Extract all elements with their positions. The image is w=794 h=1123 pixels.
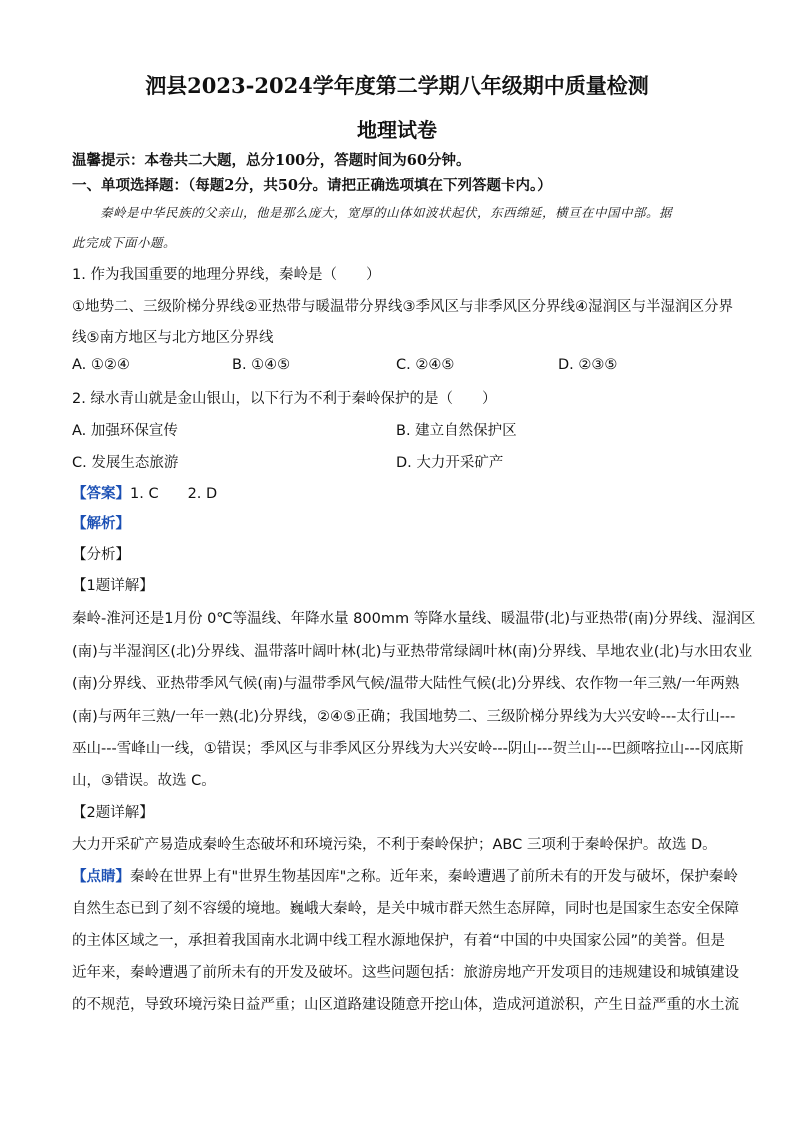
dianjing-line-2: 自然生态已到了刻不容缓的境地。巍峨大秦岭，是关中城市群天然生态屏障，同时也是国家生态安全保障 <box>72 901 739 917</box>
q2-option-a: A. 加强环保宣传 <box>72 423 178 439</box>
q1-option-a: A. ①②④ <box>72 357 130 373</box>
detail1-line-2: (南)与半湿润区(北)分界线、温带落叶阔叶林(北)与亚热带常绿阔叶林(南)分界线、旱地农业(北)与水田农业 <box>72 644 753 660</box>
section-heading: 一、单项选择题：（每题2分，共50分。请把正确选项填在下列答题卡内。） <box>72 177 552 194</box>
q2-option-c: C. 发展生态旅游 <box>72 455 179 471</box>
q2-stem: 2. 绿水青山就是金山银山，以下行为不利于秦岭保护的是（ ） <box>72 391 497 407</box>
dianjing-tag: 【点睛】 <box>72 869 130 885</box>
q1-text-line-2: 线⑤南方地区与北方地区分界线 <box>72 330 274 346</box>
answer-text: 1. C 2. D <box>130 486 218 502</box>
intro-line-2: 此完成下面小题。 <box>72 235 177 250</box>
dianjing-line-3: 的主体区域之一，承担着我国南水北调中线工程水源地保护，有着“中国的中央国家公园”的美誉。但是 <box>72 933 726 949</box>
dianjing-line-4: 近年来，秦岭遭遇了前所未有的开发及破坏。这些问题包括：旅游房地产开发项目的违规建设和城镇建设 <box>72 965 739 981</box>
page-subtitle: 地理试卷 <box>357 118 437 142</box>
detail1-tag: 【1题详解】 <box>72 578 154 594</box>
q1-option-b: B. ①④⑤ <box>232 357 291 373</box>
detail1-line-3: (南)分界线、亚热带季风气候(南)与温带季风气候/温带大陆性气候(北)分界线、农作物一年三熟/一年两熟 <box>72 676 740 692</box>
intro-line-1: 秦岭是中华民族的父亲山，他是那么庞大，宽厚的山体如波状起伏，东西绵延，横亘在中国中部。据 <box>100 205 673 220</box>
q2-option-d: D. 大力开采矿产 <box>396 455 504 471</box>
answer-line <box>72 482 722 503</box>
analysis-tag: 【解析】 <box>72 516 130 532</box>
dianjing-line-5: 的不规范，导致环境污染日益严重；山区道路建设随意开挖山体，造成河道淤积，产生日益严重的水土流 <box>72 997 739 1013</box>
q1-option-c: C. ②④⑤ <box>396 357 455 373</box>
q1-text-line-1: ①地势二、三级阶梯分界线②亚热带与暖温带分界线③季风区与非季风区分界线④湿润区与半湿润区分界 <box>72 299 733 315</box>
notice: 温馨提示：本卷共二大题，总分100分，答题时间为60分钟。 <box>72 152 471 169</box>
detail2-tag: 【2题详解】 <box>72 805 154 821</box>
q2-option-b: B. 建立自然保护区 <box>396 423 517 439</box>
dianjing-line-1 <box>72 865 738 886</box>
detail1-line-1: 秦岭-淮河还是1月份 0℃等温线、年降水量 800mm 等降水量线、暖温带(北)与亚热带(南)分界线、湿润区 <box>72 611 756 627</box>
detail1-line-4: (南)与两年三熟/一年一熟(北)分界线，②④⑤正确；我国地势二、三级阶梯分界线为大兴安岭---太行山--- <box>72 709 736 725</box>
answer-tag: 【答案】 <box>72 486 130 502</box>
detail1-line-5: 巫山---雪峰山一线，①错误；季风区与非季风区分界线为大兴安岭---阴山---贺兰山---巴颜喀拉山---冈底斯 <box>72 741 744 757</box>
q1-stem: 1. 作为我国重要的地理分界线，秦岭是（ ） <box>72 267 381 283</box>
q1-option-d: D. ②③⑤ <box>558 357 618 373</box>
fenxi-tag: 【分析】 <box>72 547 130 563</box>
page-title: 泗县2023-2024学年度第二学期八年级期中质量检测 <box>145 73 649 98</box>
detail2-line-1: 大力开采矿产易造成秦岭生态破坏和环境污染，不利于秦岭保护；ABC 三项利于秦岭保护。故选 D。 <box>72 837 717 853</box>
dianjing-text-1: 秦岭在世界上有"世界生物基因库"之称。近年来，秦岭遭遇了前所未有的开发与破坏，保护秦岭 <box>130 869 738 885</box>
detail1-line-6: 山，③错误。故选 C。 <box>72 773 216 789</box>
